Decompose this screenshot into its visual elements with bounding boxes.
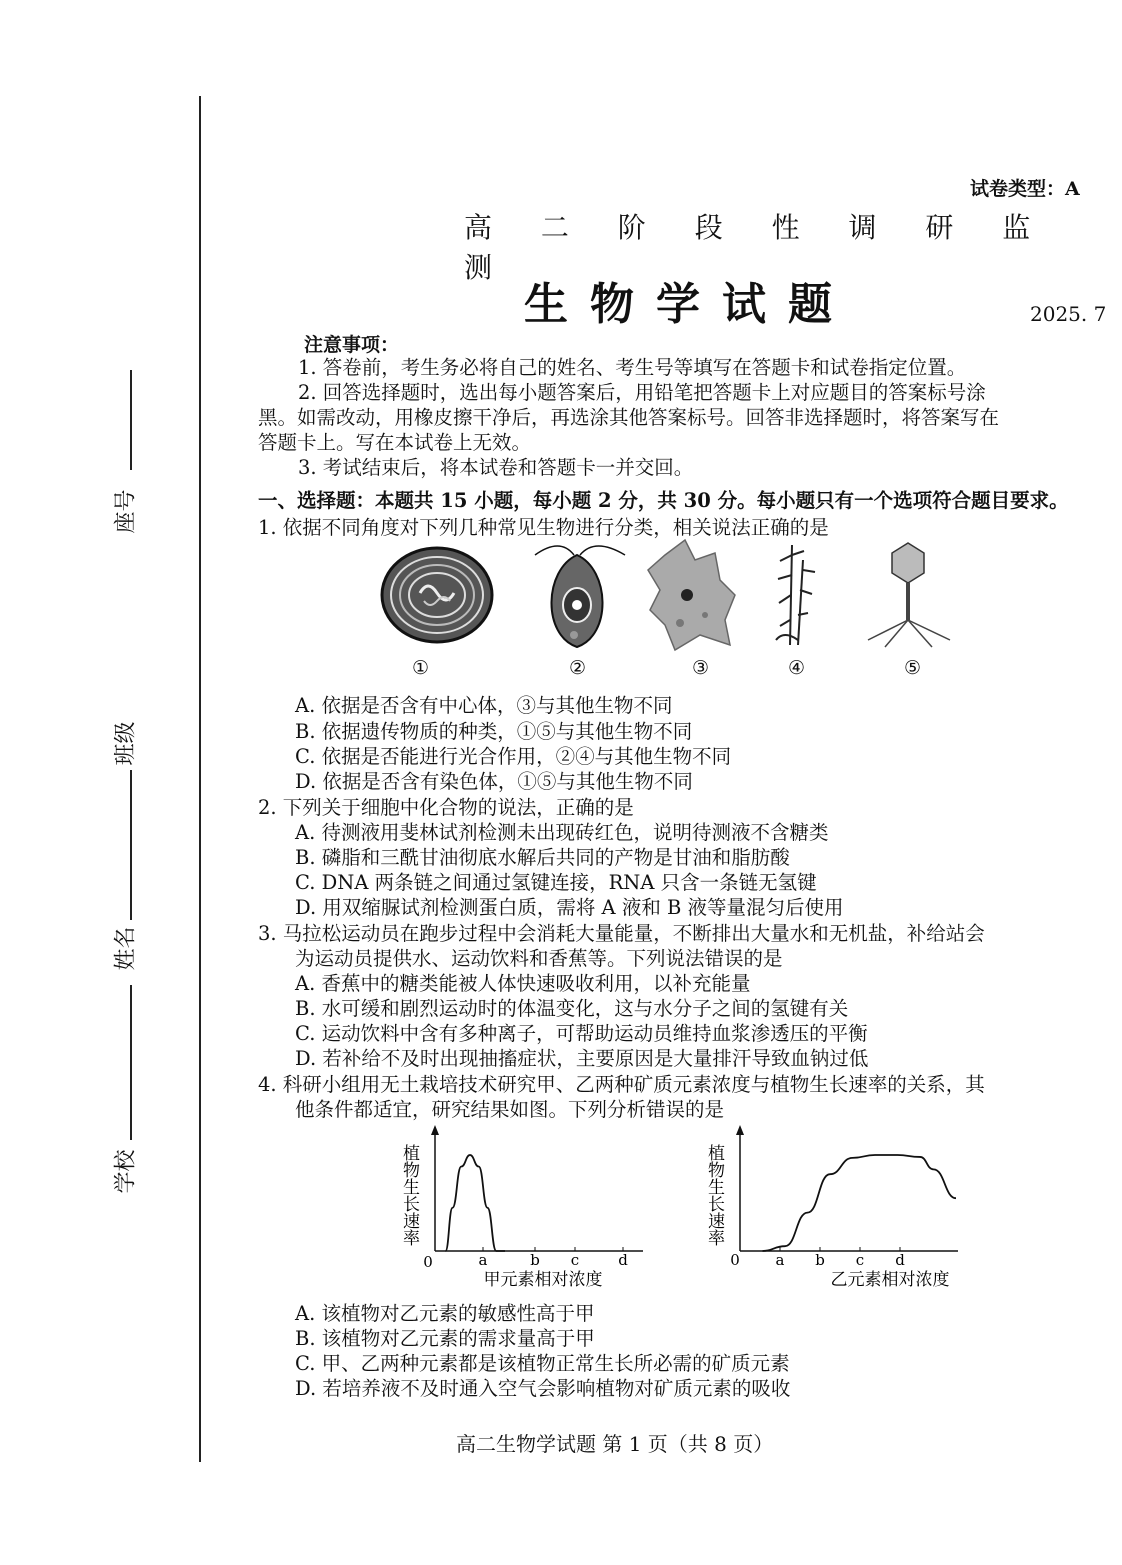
- question-2-stem: 2. 下列关于细胞中化合物的说法，正确的是: [258, 796, 634, 819]
- question-3-option-a[interactable]: A. 香蕉中的糖类能被人体快速吸收利用，以补充能量: [295, 972, 751, 995]
- question-4-stem: 4. 科研小组用无土栽培技术研究甲、乙两种矿质元素浓度与植物生长速率的关系，其: [258, 1073, 985, 1096]
- x-tick-label: a: [478, 1251, 488, 1269]
- x-tick-label: d: [618, 1251, 628, 1269]
- question-1-option-b[interactable]: B. 依据遗传物质的种类，①⑤与其他生物不同: [295, 720, 693, 743]
- element-a-chart: [395, 1125, 665, 1295]
- question-2-option-c[interactable]: C. DNA 两条链之间通过氢键连接，RNA 只含一条链无氢键: [295, 871, 817, 894]
- question-1-stem: 1. 依据不同角度对下列几种常见生物进行分类，相关说法正确的是: [258, 516, 829, 539]
- chart-y-label: 植物生长速率: [704, 1144, 724, 1246]
- question-3-stem-cont: 为运动员提供水、运动饮料和香蕉等。下列说法错误的是: [295, 947, 783, 970]
- bacterium-image: [382, 548, 492, 642]
- question-3-option-c[interactable]: C. 运动饮料中含有多种离子，可帮助运动员维持血浆渗透压的平衡: [295, 1022, 868, 1045]
- seat-number-underline[interactable]: [130, 370, 132, 470]
- chart-y-label: 植物生长速率: [399, 1144, 419, 1246]
- page-footer: 高二生物学试题 第 1 页（共 8 页）: [456, 1432, 774, 1456]
- chart-y-arrow: [431, 1125, 439, 1135]
- x-tick-label: c: [855, 1251, 865, 1269]
- question-1-option-a[interactable]: A. 依据是否含有中心体，③与其他生物不同: [295, 694, 673, 717]
- seat-number-label: 座号: [113, 489, 139, 534]
- question-4-option-d[interactable]: D. 若培养液不及时通入空气会影响植物对矿质元素的吸收: [295, 1377, 791, 1400]
- x-tick-label: a: [775, 1251, 785, 1269]
- x-tick-label: c: [570, 1251, 580, 1269]
- x-tick-label: b: [530, 1251, 540, 1269]
- school-underline[interactable]: [130, 1040, 132, 1140]
- x-tick-label: d: [895, 1251, 905, 1269]
- bacteriophage-image: [868, 543, 950, 647]
- exam-date: 2025. 7: [1030, 302, 1107, 326]
- question-2-option-b[interactable]: B. 磷脂和三酰甘油彻底水解后共同的产物是甘油和脂肪酸: [295, 846, 790, 869]
- notes-line: 2. 回答选择题时，选出每小题答案后，用铅笔把答题卡上对应题目的答案标号涂: [298, 381, 986, 404]
- notes-title: 注意事项：: [304, 334, 400, 356]
- growth-rate-curve: [446, 1155, 506, 1251]
- question-4-option-a[interactable]: A. 该植物对乙元素的敏感性高于甲: [295, 1302, 595, 1325]
- question-2-option-d[interactable]: D. 用双缩脲试剂检测蛋白质，需将 A 液和 B 液等量混匀后使用: [295, 896, 844, 919]
- class-label: 班级: [113, 721, 139, 766]
- question-4-stem-cont: 他条件都适宜，研究结果如图。下列分析错误的是: [295, 1098, 725, 1121]
- amoeba-image: [648, 540, 735, 650]
- question-1-option-c[interactable]: C. 依据是否能进行光合作用，②④与其他生物不同: [295, 745, 732, 768]
- question-3-option-b[interactable]: B. 水可缓和剧烈运动时的体温变化，这与水分子之间的氢键有关: [295, 997, 849, 1020]
- exam-stage-header: 高 二 阶 段 性 调 研 监 测: [464, 211, 1051, 284]
- name-label: 姓名: [113, 926, 139, 971]
- section-title: 一、选择题：本题共 15 小题，每小题 2 分，共 30 分。每小题只有一个选项符合题目要求。: [258, 489, 1069, 512]
- class-underline[interactable]: [130, 770, 132, 920]
- chart-x-label: 甲元素相对浓度: [483, 1270, 603, 1290]
- exam-title: 生物学试题: [524, 279, 854, 330]
- figure-label-3: ③: [692, 657, 710, 679]
- question-4-option-c[interactable]: C. 甲、乙两种元素都是该植物正常生长所必需的矿质元素: [295, 1352, 790, 1375]
- figure-label-2: ②: [569, 657, 587, 679]
- organism-figure: [380, 535, 960, 660]
- figure-label-4: ④: [788, 657, 806, 679]
- element-b-chart: [700, 1125, 970, 1295]
- paper-type: 试卷类型：A: [970, 178, 1080, 200]
- figure-label-5: ⑤: [904, 657, 922, 679]
- notes-line: 3. 考试结束后，将本试卷和答题卡一并交回。: [298, 456, 694, 479]
- school-label: 学校: [113, 1149, 139, 1194]
- chart-origin-label: 0: [730, 1251, 740, 1269]
- notes-line: 黑。如需改动，用橡皮擦干净后，再选涂其他答案标号。回答非选择题时，将答案写在: [258, 406, 1000, 429]
- chart-origin-label: 0: [423, 1253, 433, 1271]
- growth-rate-curve: [763, 1155, 957, 1251]
- question-4-option-b[interactable]: B. 该植物对乙元素的需求量高于甲: [295, 1327, 595, 1350]
- notes-line: 1. 答卷前，考生务必将自己的姓名、考生号等填写在答题卡和试卷指定位置。: [298, 356, 967, 379]
- question-3-stem: 3. 马拉松运动员在跑步过程中会消耗大量能量，不断排出大量水和无机盐，补给站会: [258, 922, 985, 945]
- x-tick-label: b: [815, 1251, 825, 1269]
- chart-x-label: 乙元素相对浓度: [830, 1270, 950, 1290]
- question-3-option-d[interactable]: D. 若补给不及时出现抽搐症状，主要原因是大量排汗导致血钠过低: [295, 1047, 869, 1070]
- chart-y-arrow: [736, 1125, 744, 1135]
- question-2-option-a[interactable]: A. 待测液用斐林试剂检测未出现砖红色，说明待测液不含糖类: [295, 821, 829, 844]
- question-1-option-d[interactable]: D. 依据是否含有染色体，①⑤与其他生物不同: [295, 770, 693, 793]
- chlamydomonas-image: [535, 546, 625, 647]
- plant-image: [776, 545, 815, 645]
- binding-line: [199, 96, 201, 1462]
- figure-label-1: ①: [412, 657, 430, 679]
- notes-line: 答题卡上。写在本试卷上无效。: [258, 431, 532, 454]
